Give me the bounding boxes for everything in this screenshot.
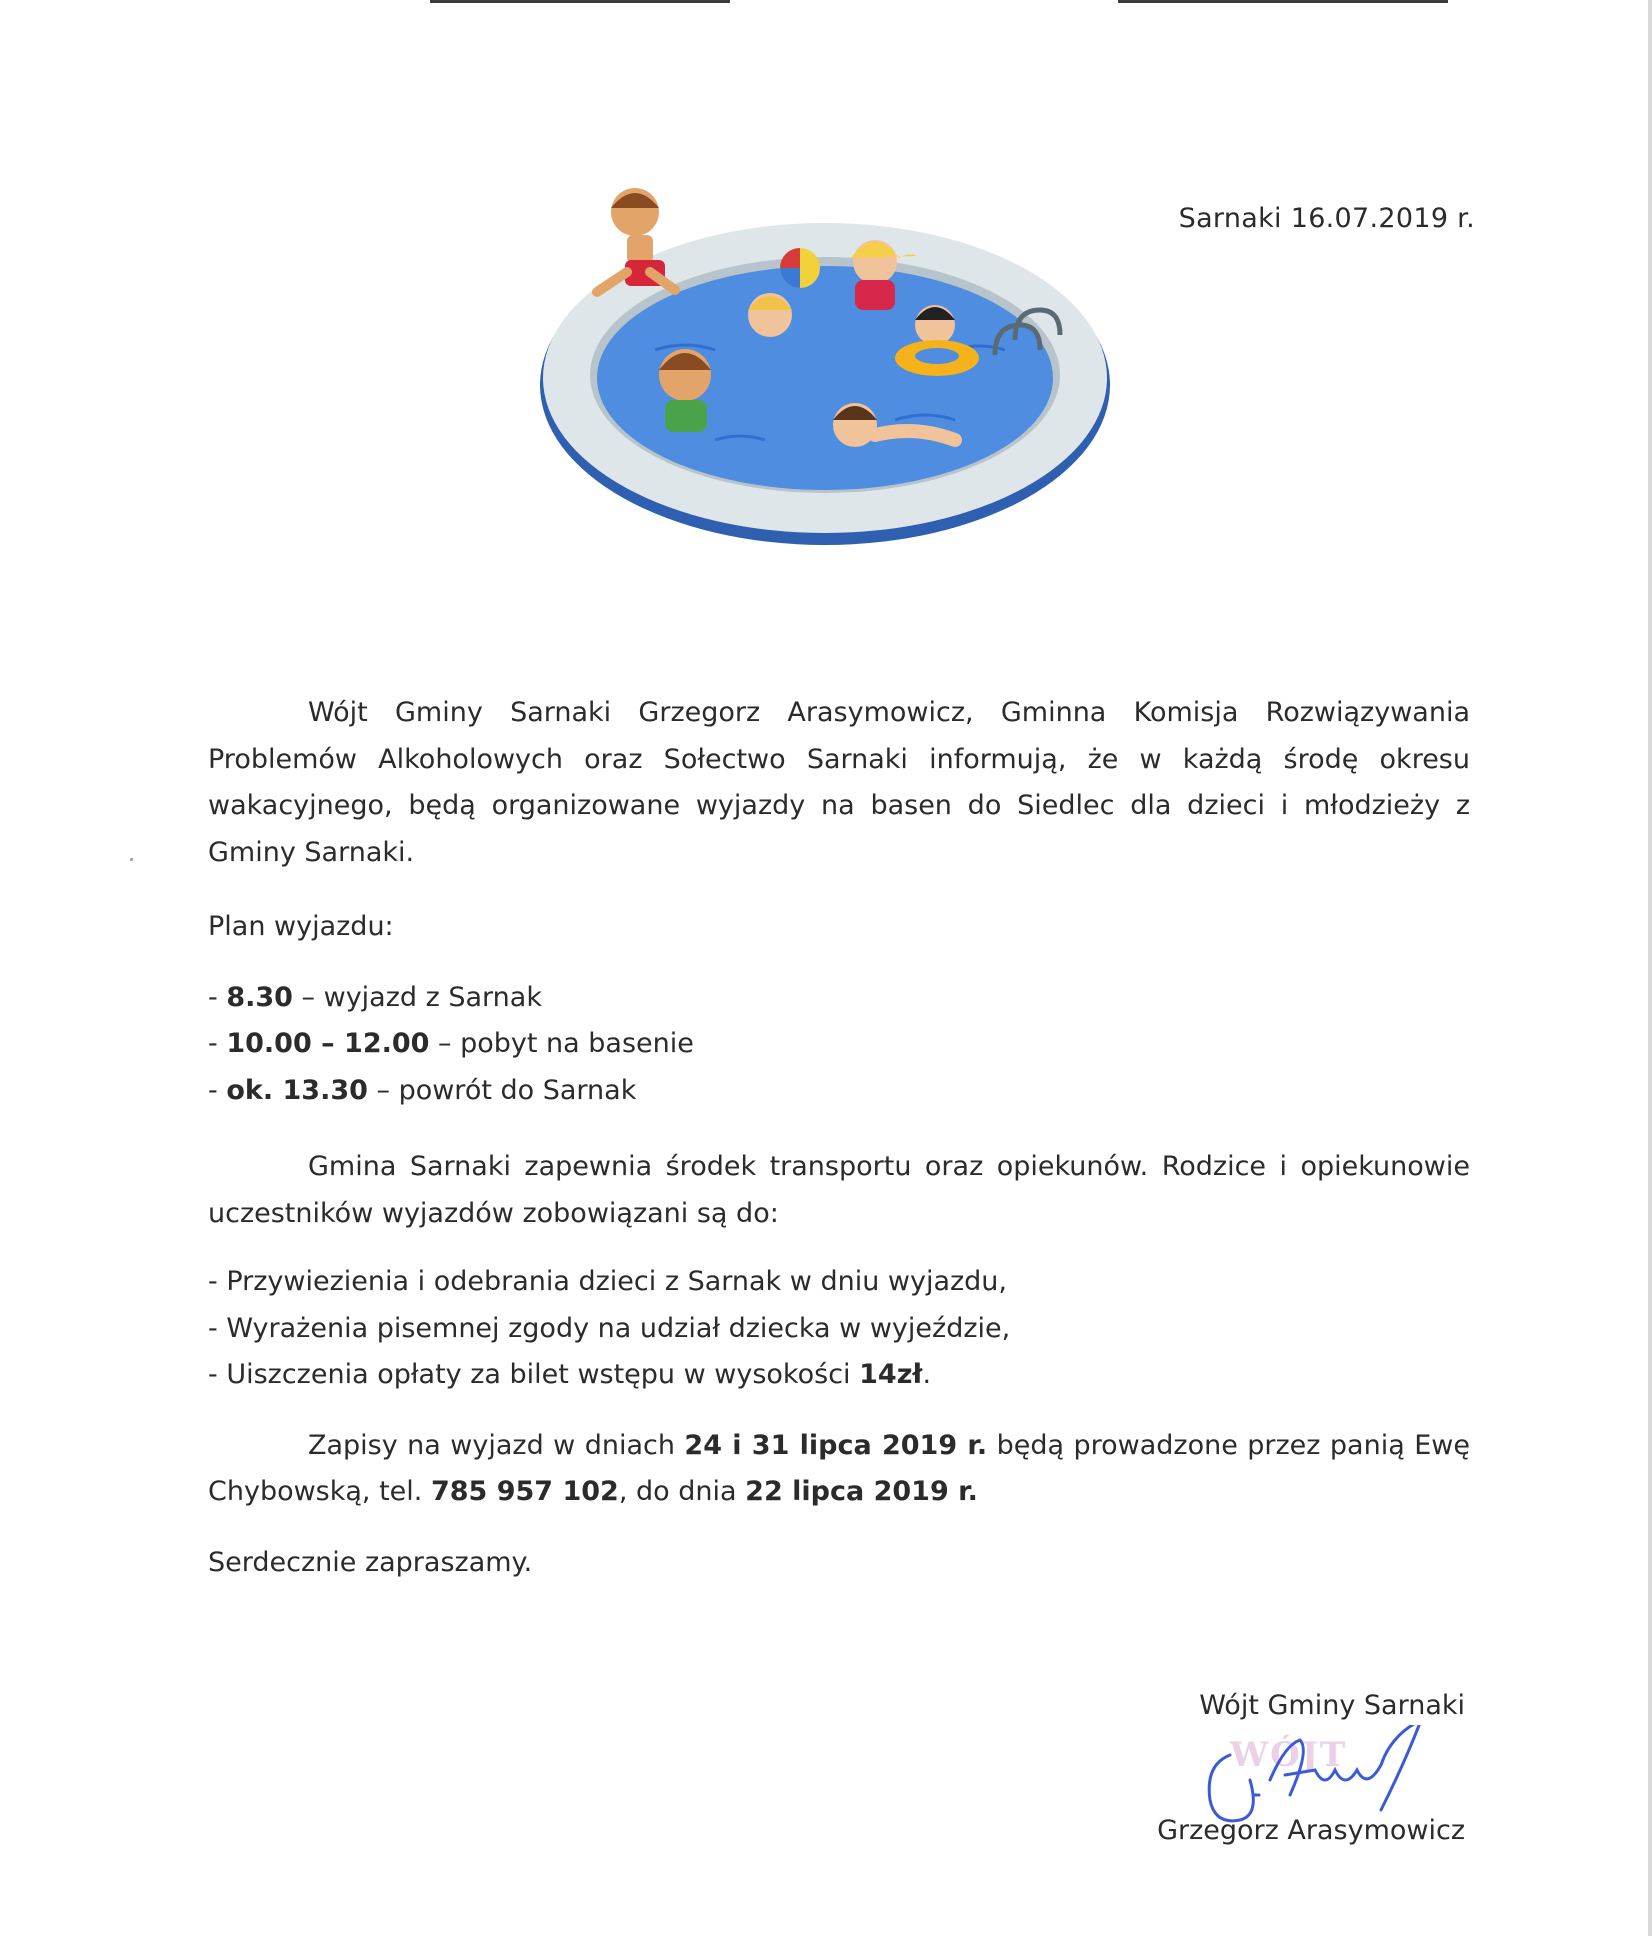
- plan-item: - 8.30 – wyjazd z Sarnak: [208, 981, 542, 1013]
- duties-list: [208, 1259, 1470, 1399]
- plan-list: [208, 975, 1470, 1115]
- closing-line: Serdecznie zapraszamy.: [208, 1546, 533, 1578]
- plan-item: - ok. 13.30 – powrót do Sarnak: [208, 1074, 637, 1106]
- duty-item: - Wyrażenia pisemnej zgody na udział dziecka w wyjeździe,: [208, 1312, 1011, 1344]
- scan-edge-top-right: [1118, 0, 1448, 3]
- official-stamp: WÓJT: [1230, 1735, 1348, 1775]
- duties-paragraph: Gmina Sarnaki zapewnia środek transportu oraz opiekunów. Rodzice i opiekunowie uczestników wyjazdów zobowiązani są do:: [208, 1151, 1470, 1229]
- intro-paragraph: Wójt Gminy Sarnaki Grzegorz Arasymowicz, Gminna Komisja Rozwiązywania Problemów Alkoholowych oraz Sołectwo Sarnaki informują, że w każdą środę okresu wakacyjnego, będą organizowane wyjazdy na basen do Siedlec dla dzieci i młodzieży z Gminy Sarnaki.: [208, 697, 1470, 868]
- duty-item: - Uiszczenia opłaty za bilet wstępu w wysokości 14zł.: [208, 1359, 932, 1390]
- document-date: Sarnaki 16.07.2019 r.: [1178, 203, 1475, 234]
- plan-item: - 10.00 – 12.00 – pobyt na basenie: [208, 1028, 694, 1059]
- scan-edge-top-left: [430, 0, 730, 3]
- signer-title: Wójt Gminy Sarnaki: [1199, 1690, 1465, 1721]
- duty-item: - Przywiezienia i odebrania dzieci z Sarnak w dniu wyjazdu,: [208, 1266, 1008, 1297]
- scan-speck: [130, 858, 133, 861]
- letter-body: [208, 690, 1470, 1586]
- signer-name: Grzegorz Arasymowicz: [1157, 1815, 1465, 1846]
- registration-paragraph: Zapisy na wyjazd w dniach 24 i 31 lipca 2019 r. będą prowadzone przez panią Ewę Chybowską, tel. 785 957 102, do dnia 22 lipca 2019 r.: [208, 1429, 1470, 1507]
- children-swimming-pool-illustration: [535, 180, 1125, 560]
- scan-edge-right: [1648, 0, 1652, 1936]
- plan-heading: Plan wyjazdu:: [208, 911, 394, 942]
